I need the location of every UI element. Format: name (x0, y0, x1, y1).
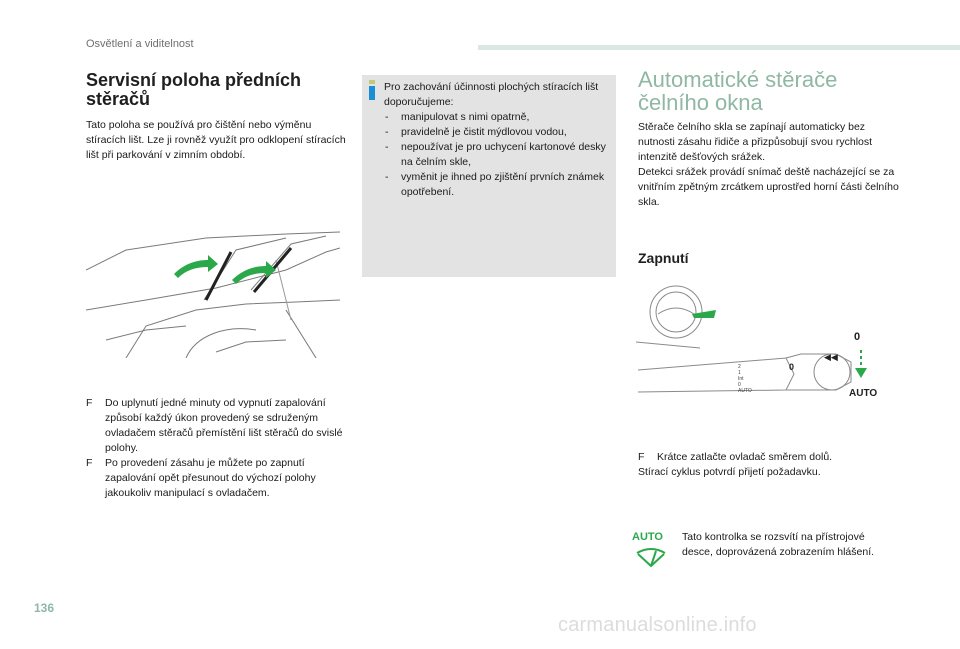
diagram-label-auto: AUTO (849, 388, 878, 399)
section-title: Osvětlení a viditelnost (86, 38, 194, 50)
heading-activation: Zapnutí (638, 250, 689, 266)
heading-service-position: Servisní poloha předních stěračů (86, 70, 302, 109)
ring-pos-2: 2 (738, 364, 741, 370)
ring-pos-int: Int (738, 376, 744, 382)
rewind-icon: ◀◀ (824, 352, 838, 362)
service-bullet-list (86, 396, 348, 501)
service-bullet-2: F Po provedení zásahu je můžete po zapnutí zapalování opět přesunout do výchozí polohy jakoukoliv manipulací s ovladačem. (86, 457, 316, 499)
auto-indicator-label: AUTO (632, 531, 663, 543)
info-intro: Pro zachování účinnosti plochých stíracích lišt doporučujeme: (384, 81, 599, 108)
diagram-label-0: 0 (854, 331, 861, 343)
ring-pos-auto: AUTO (738, 388, 752, 394)
wiper-warning-icon (634, 545, 668, 569)
info-item-4: - vyměnit je ihned po zjištění prvních známek opotřebení. (385, 171, 605, 198)
info-icon (368, 80, 376, 100)
header-bar (478, 45, 960, 50)
intro-automatic-wipers: Stěrače čelního skla se zapínají automaticky bez nutnosti zásahu řidiče a přizpůsobují svou rychlost intenzitě dešťových srážek. Detekci srážek provádí snímač deště nacházející se za vnitřním zpětným zrcátkem uprostřed horní části čelního skla. (638, 121, 899, 208)
intro-service-position: Tato poloha se používá pro čištění nebo výměnu stíracích lišt. Lze ji rovněž využít pro odklopení stíracích lišt při parkování v zimním období. (86, 119, 346, 161)
arrow-down-icon (855, 368, 867, 378)
info-content (384, 80, 610, 200)
activation-text (638, 450, 900, 480)
wiper-stalk-diagram (636, 282, 886, 412)
activation-confirm: Stírací cyklus potvrdí přijetí požadavku. (638, 466, 821, 478)
info-item-1: - manipulovat s nimi opatrně, (385, 111, 530, 123)
info-item-3: - nepoužívat je pro uchycení kartonové desky na čelním skle, (385, 141, 606, 168)
footer-watermark: carmanualsonline.info (558, 614, 757, 636)
car-windshield-illustration (86, 230, 340, 358)
knob-label-0: 0 (789, 362, 795, 372)
bullet-marker: F (86, 457, 93, 469)
ring-pos-1: 1 (738, 370, 741, 376)
heading-automatic-wipers: Automatické stěrače čelního okna (638, 67, 838, 115)
page-number: 136 (34, 601, 55, 615)
ring-pos-0: 0 (738, 382, 741, 388)
bullet-marker: F (638, 451, 645, 463)
info-item-2: - pravidelně je čistit mýdlovou vodou, (385, 126, 567, 138)
indicator-text: Tato kontrolka se rozsvítí na přístrojové desce, doprovázená zobrazením hlášení. (682, 531, 875, 558)
activation-step: F Krátce zatlačte ovladač směrem dolů. (638, 451, 833, 463)
service-bullet-1: F Do uplynutí jedné minuty od vypnutí zapalování způsobí každý úkon provedený se sdruženým ovladačem stěračů přemístění lišt stěračů do svislé polohy. (86, 397, 343, 454)
bullet-marker: F (86, 397, 93, 409)
